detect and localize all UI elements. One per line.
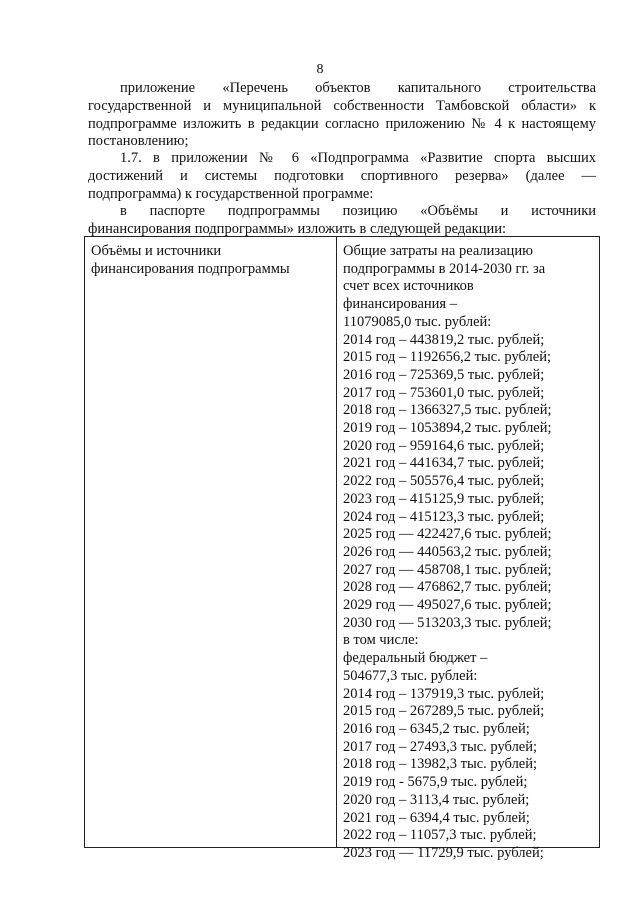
cell-line: 2026 год — 440563,2 тыс. рублей; xyxy=(343,543,552,560)
cell-line: финансирования – xyxy=(343,296,457,313)
cell-line: в том числе: xyxy=(343,632,419,649)
cell-line: Объёмы и источники xyxy=(91,243,222,259)
cell-line: 2020 год – 3113,4 тыс. рублей; xyxy=(343,791,530,808)
cell-line: 2014 год – 137919,3 тыс. рублей; xyxy=(343,685,545,702)
page-number: 8 xyxy=(316,62,324,77)
paragraph-line: подпрограмме изложить в редакции согласно приложению № 4 к настоящему xyxy=(88,115,596,132)
cell-line: 2030 год — 513203,3 тыс. рублей; xyxy=(343,614,552,631)
table-cell-content xyxy=(343,243,595,863)
paragraph-1 xyxy=(88,80,596,151)
cell-line: 2027 год — 458708,1 тыс. рублей; xyxy=(343,561,552,578)
table-cell-heading xyxy=(91,243,331,279)
cell-line: 2017 год – 27493,3 тыс. рублей; xyxy=(343,738,538,755)
cell-line: 2019 год – 1053894,2 тыс. рублей; xyxy=(343,420,552,437)
cell-line: 504677,3 тыс. рублей: xyxy=(343,667,478,684)
cell-line: 2025 год — 422427,6 тыс. рублей; xyxy=(343,526,552,543)
cell-line: 2018 год – 13982,3 тыс. рублей; xyxy=(343,756,538,773)
paragraph-line: в паспорте подпрограммы позицию «Объёмы и источники xyxy=(120,203,596,219)
cell-line: подпрограммы в 2014-2030 гг. за xyxy=(343,260,546,277)
cell-line: счет всех источников xyxy=(343,278,474,295)
cell-line: федеральный бюджет – xyxy=(343,650,488,667)
cell-line: 2015 год – 1192656,2 тыс. рублей; xyxy=(343,349,551,366)
cell-line: финансирования подпрограммы xyxy=(91,260,290,277)
cell-line: 2020 год – 959164,6 тыс. рублей; xyxy=(343,437,545,454)
cell-line: 2021 год – 6394,4 тыс. рублей; xyxy=(343,809,530,826)
cell-line: 11079085,0 тыс. рублей: xyxy=(343,313,492,330)
cell-line: 2029 год — 495027,6 тыс. рублей; xyxy=(343,597,552,614)
table-column-divider xyxy=(336,237,337,847)
cell-line: 2021 год – 441634,7 тыс. рублей; xyxy=(343,455,545,472)
paragraph-2 xyxy=(88,150,596,203)
paragraph-line: государственной и муниципальной собственности Тамбовской области» к xyxy=(88,97,596,114)
cell-line: 2014 год – 443819,2 тыс. рублей; xyxy=(343,331,545,348)
paragraph-3 xyxy=(88,203,596,239)
cell-line: 2016 год – 725369,5 тыс. рублей; xyxy=(343,366,545,383)
cell-line: 2015 год – 267289,5 тыс. рублей; xyxy=(343,703,545,720)
cell-line: 2028 год — 476862,7 тыс. рублей; xyxy=(343,579,552,596)
paragraph-line: постановлению; xyxy=(88,133,189,150)
passport-table xyxy=(84,236,600,861)
cell-line: 2022 год – 11057,3 тыс. рублей; xyxy=(343,827,537,844)
cell-line: 2019 год - 5675,9 тыс. рублей; xyxy=(343,774,528,791)
paragraph-line: 1.7. в приложении № 6 «Подпрограмма «Развитие спорта высших xyxy=(120,150,596,166)
cell-line: Общие затраты на реализацию xyxy=(343,243,533,259)
cell-line: 2022 год – 505576,4 тыс. рублей; xyxy=(343,473,545,490)
paragraph-line: приложение «Перечень объектов капитального строительства xyxy=(120,80,596,96)
cell-line: 2017 год – 753601,0 тыс. рублей; xyxy=(343,384,545,401)
cell-line: 2018 год – 1366327,5 тыс. рублей; xyxy=(343,402,552,419)
paragraph-line: подпрограмма) к государственной программе: xyxy=(88,185,374,202)
cell-line: 2016 год – 6345,2 тыс. рублей; xyxy=(343,720,530,737)
paragraph-line: финансирования подпрограммы» изложить в следующей редакции: xyxy=(88,220,507,237)
paragraph-line: достижений и системы подготовки спортивного резерва» (далее — xyxy=(88,167,596,184)
cell-line: 2023 год – 415125,9 тыс. рублей; xyxy=(343,490,545,507)
cell-line: 2024 год – 415123,3 тыс. рублей; xyxy=(343,508,545,525)
cell-line: 2023 год — 11729,9 тыс. рублей; xyxy=(343,844,544,861)
